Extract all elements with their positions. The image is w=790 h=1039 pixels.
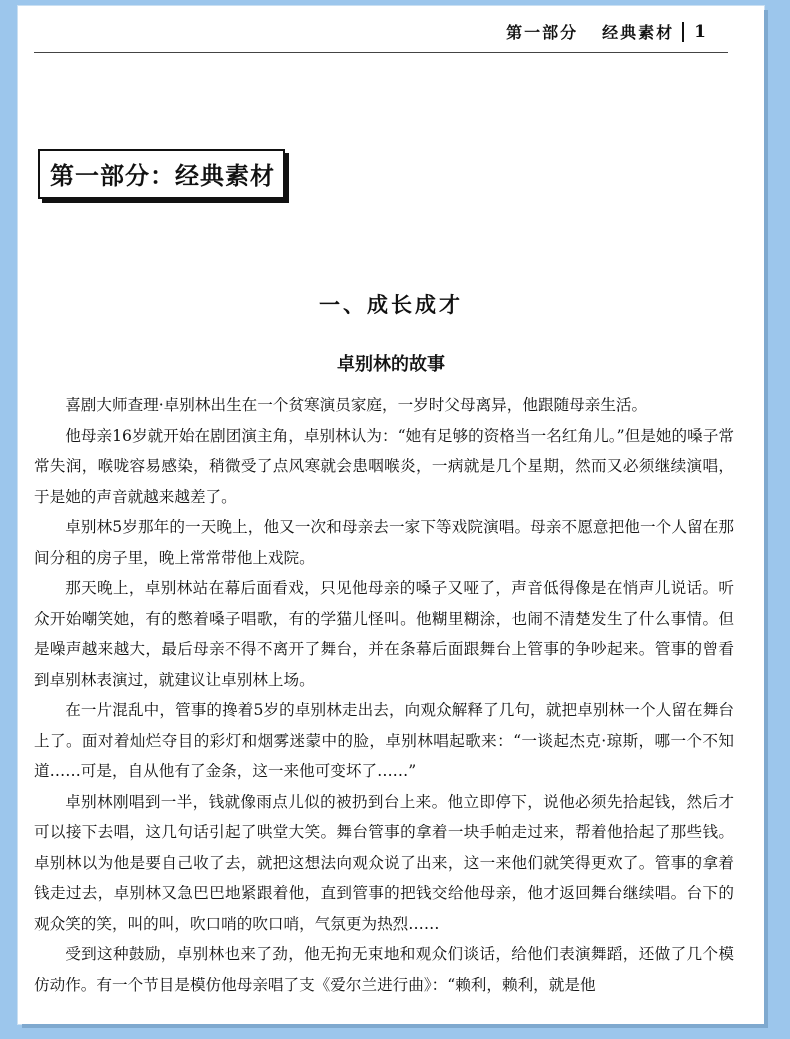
paragraph: 卓别林刚唱到一半，钱就像雨点儿似的被扔到台上来。他立即停下，说他必须先拾起钱，然后才可以接下去唱，这几句话引起了哄堂大笑。舞台管事的拿着一块手帕走过来，帮着他拾起了那些钱。卓别林以为他是要自己收了去，就把这想法向观众说了出来，这一来他们就笑得更欢了。管事的拿着钱走过去，卓别林又急巴巴地紧跟着他，直到管事的把钱交给他母亲，他才返回舞台继续唱。台下的观众笑的笑，叫的叫，吹口哨的吹口哨，气氛更为热烈…… bbox=[34, 792, 734, 933]
paragraph: 在一片混乱中，管事的搀着5岁的卓别林走出去，向观众解释了几句，就把卓别林一个人留在舞台上了。面对着灿烂夺目的彩灯和烟雾迷蒙中的脸，卓别林唱起歌来：“一谈起杰克·琼斯，哪一个不知道……可是，自从他有了金条，这一来他可变坏了……” bbox=[34, 701, 734, 780]
paragraph: 受到这种鼓励，卓别林也来了劲，他无拘无束地和观众们谈话，给他们表演舞蹈，还做了几个模仿动作。有一个节目是模仿他母亲唱了支《爱尔兰进行曲》：“赖利，赖利，就是他 bbox=[34, 945, 734, 994]
header-separator bbox=[682, 22, 684, 42]
body-text bbox=[34, 390, 734, 1000]
paragraph: 卓别林5岁那年的一天晚上，他又一次和母亲去一家下等戏院演唱。母亲不愿意把他一个人留在那间分租的房子里，晚上常常带他上戏院。 bbox=[34, 518, 734, 567]
story-title: 卓别林的故事 bbox=[337, 354, 445, 375]
running-header bbox=[506, 20, 708, 43]
header-rule bbox=[34, 52, 728, 53]
paragraph: 他母亲16岁就开始在剧团演主角，卓别林认为：“她有足够的资格当一名红角儿。”但是她的嗓子常常失润，喉咙容易感染，稍微受了点风寒就会患咽喉炎，一病就是几个星期，然而又必须继续演唱，于是她的声音就越来越差了。 bbox=[34, 426, 734, 506]
header-section: 经典素材 bbox=[602, 23, 675, 42]
chapter-title: 一、成长成才 bbox=[319, 293, 463, 317]
book-page bbox=[18, 6, 764, 1024]
paragraph: 那天晚上，卓别林站在幕后面看戏，只见他母亲的嗓子又哑了，声音低得像是在悄声儿说话。听众开始嘲笑她，有的憋着嗓子唱歌，有的学猫儿怪叫。他糊里糊涂，也闹不清楚发生了什么事情。但是噪声越来越大，最后母亲不得不离开了舞台，并在条幕后面跟舞台上管事的争吵起来。管事的曾看到卓别林表演过，就建议让卓别林上场。 bbox=[34, 579, 734, 689]
header-part: 第一部分 bbox=[506, 23, 579, 42]
paragraph: 喜剧大师查理·卓别林出生在一个贫寒演员家庭，一岁时父母离异，他跟随母亲生活。 bbox=[65, 396, 648, 414]
page-number: 1 bbox=[694, 21, 708, 42]
part-title: 第一部分：经典素材 bbox=[38, 149, 285, 199]
